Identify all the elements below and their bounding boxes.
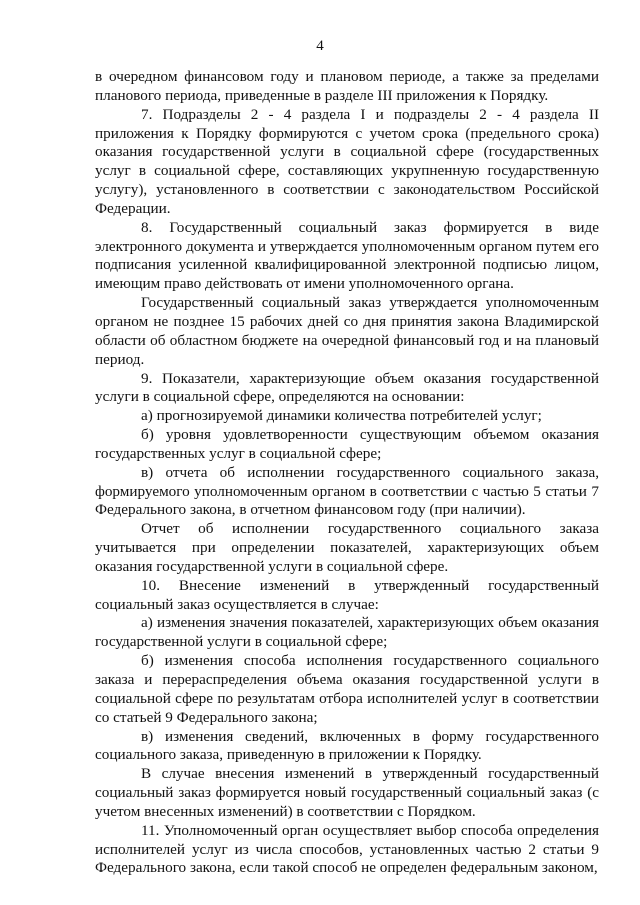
- paragraph: в очередном финансовом году и плановом периоде, а также за пределами планового периода, приведенные в разделе III приложения к Порядку.: [95, 68, 599, 104]
- paragraph: 7. Подразделы 2 - 4 раздела I и подразделы 2 - 4 раздела II приложения к Порядку формируются с учетом срока (предельного срока) оказания государственной услуги в социальной сфере (государственных услуг в социальной сфере, составляющих укрупненную государственную услугу), установленного в соответствии с законодательством Российской Федерации.: [95, 105, 599, 217]
- paragraph: Отчет об исполнении государственного социального заказа учитывается при определении показателей, характеризующих объем оказания государственной услуги в социальной сфере.: [95, 520, 599, 575]
- list-item: б) уровня удовлетворенности существующим объемом оказания государственных услуг в социальной сфере;: [95, 426, 599, 462]
- document-body: [95, 68, 599, 878]
- list-item: а) прогнозируемой динамики количества потребителей услуг;: [141, 407, 542, 425]
- paragraph: Государственный социальный заказ утверждается уполномоченным органом не позднее 15 рабочих дней со дня принятия закона Владимирской области об областном бюджете на очередной финансовый год и на плановый период.: [95, 294, 599, 368]
- paragraph: В случае внесения изменений в утвержденный государственный социальный заказ формируется новый государственный социальный заказ (с учетом внесенных изменений) в соответствии с Порядком.: [95, 765, 599, 820]
- list-item: б) изменения способа исполнения государственного социального заказа и перераспределения объема оказания государственной услуги в социальной сфере по результатам отбора исполнителей услуг в соответствии со статьей 9 Федерального закона;: [95, 652, 599, 726]
- list-item: а) изменения значения показателей, характеризующих объем оказания государственной услуги в социальной сфере;: [95, 614, 599, 651]
- paragraph: 8. Государственный социальный заказ формируется в виде электронного документа и утверждается уполномоченным органом путем его подписания усиленной квалифицированной электронной подписью лицом, имеющим право действовать от имени уполномоченного органа.: [95, 218, 599, 293]
- list-item: в) изменения сведений, включенных в форму государственного социального заказа, приведенную в приложении к Порядку.: [95, 727, 599, 764]
- paragraph: 9. Показатели, характеризующие объем оказания государственной услуги в социальной сфере, определяются на основании:: [95, 369, 599, 406]
- paragraph: 11. Уполномоченный орган осуществляет выбор способа определения исполнителей услуг из числа способов, установленных частью 2 статьи 9 Федерального закона, если такой способ не определен федеральным законом,: [95, 821, 599, 877]
- list-item: в) отчета об исполнении государственного социального заказа, формируемого уполномоченным органом в соответствии с частью 5 статьи 7 Федерального закона, в отчетном финансовом году (при наличии).: [95, 463, 599, 519]
- page-number: 4: [316, 38, 324, 54]
- paragraph: 10. Внесение изменений в утвержденный государственный социальный заказ осуществляется в случае:: [95, 576, 599, 613]
